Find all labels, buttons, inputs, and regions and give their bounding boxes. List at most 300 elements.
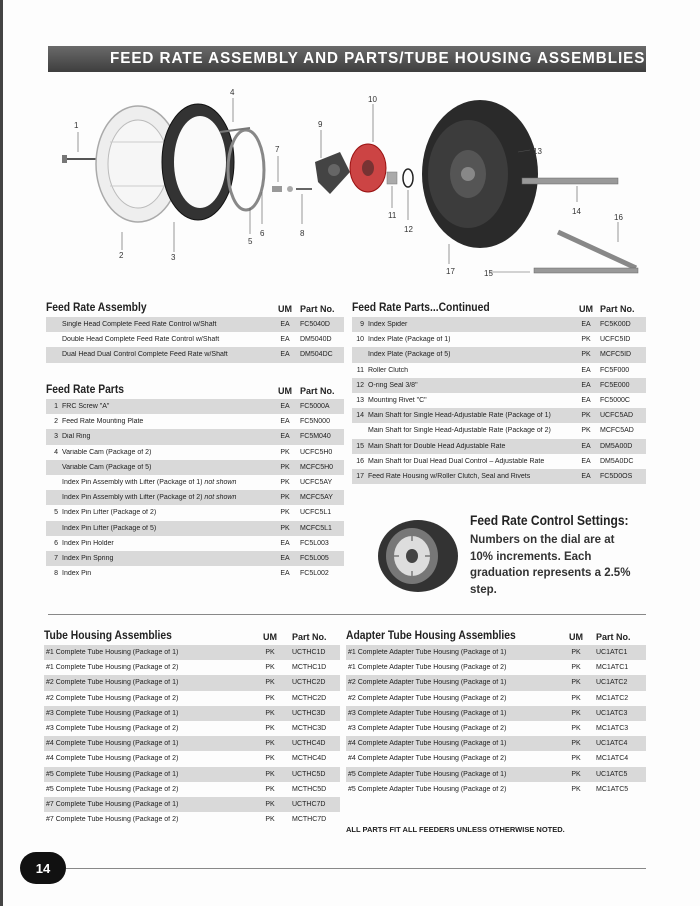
section-title: Tube Housing Assemblies: [44, 628, 172, 642]
row-description: [46, 433, 270, 440]
row-description: [46, 449, 270, 456]
table-row: [352, 347, 646, 362]
row-description: [352, 351, 572, 358]
table-row: [352, 332, 646, 347]
table-row: [46, 429, 344, 444]
row-um: PK: [280, 494, 290, 502]
part-no-header: Part No.: [596, 632, 631, 642]
bottom-rule: [66, 868, 646, 869]
table-row: [44, 797, 340, 812]
row-description-text: Double Head Complete Feed Rate Control w/Shaft: [62, 336, 220, 344]
row-description: [346, 755, 556, 762]
row-part-number: FC5L003: [300, 539, 329, 547]
row-description-text: #7 Complete Tube Housing (Package of 1): [46, 800, 179, 808]
section-title: Feed Rate Parts: [46, 382, 125, 396]
row-part-number: MCFC5ID: [600, 351, 632, 359]
table-row: [46, 317, 344, 332]
row-um: PK: [581, 427, 591, 435]
callout-7: 7: [275, 145, 280, 154]
row-description-text: Feed Rate Mounting Plate: [62, 418, 144, 426]
row-um: PK: [571, 770, 581, 778]
row-part-number: MCFC5L1: [300, 524, 332, 532]
row-part-number: DM504DC: [300, 351, 333, 359]
row-description: [46, 321, 270, 328]
row-description-text: Index Pin Assembly with Lifter (Package of 2): [62, 494, 203, 502]
row-part-number: FC5K00D: [600, 321, 631, 329]
table-row: [352, 393, 646, 408]
row-description: [46, 403, 270, 410]
row-part-number: MCTHC5D: [292, 785, 327, 793]
row-item-number: 8: [54, 570, 58, 578]
table-row: [352, 469, 646, 484]
row-description-text: Index Pin Lifter (Package of 5): [62, 524, 157, 532]
row-part-number: FC5M040: [300, 433, 331, 441]
um-header: UM: [569, 632, 583, 642]
row-description: [46, 479, 270, 486]
row-um: EA: [581, 442, 591, 450]
row-description-text: #3 Complete Tube Housing (Package of 2): [46, 725, 179, 733]
row-um: EA: [280, 321, 290, 329]
row-description-text: Main Shaft for Double Head Adjustable Rate: [368, 442, 506, 450]
row-description: [44, 725, 248, 732]
row-description: [352, 336, 572, 343]
row-um: EA: [581, 366, 591, 374]
row-um: PK: [571, 679, 581, 687]
row-part-number: UC1ATC4: [596, 740, 628, 748]
row-um: EA: [280, 433, 290, 441]
row-description-text: Variable Cam (Package of 5): [62, 463, 152, 471]
row-description: [46, 464, 270, 471]
row-um: PK: [571, 709, 581, 717]
row-part-number: MC1ATC4: [596, 755, 629, 763]
row-item-number: 10: [356, 336, 364, 344]
table-row: [44, 660, 340, 675]
row-description: [46, 418, 270, 425]
row-description: [44, 740, 248, 747]
row-description-text: #4 Complete Adapter Tube Housing (Package of 1): [348, 740, 507, 748]
row-item-number: 12: [356, 381, 364, 389]
row-um: PK: [571, 694, 581, 702]
row-description-text: Single Head Complete Feed Rate Control w/Shaft: [62, 321, 217, 329]
table-row: [346, 691, 646, 706]
table-row: [46, 475, 344, 490]
row-description: [346, 710, 556, 717]
row-description-text: FRC Screw "A": [62, 403, 110, 411]
row-part-number: MC1ATC1: [596, 664, 629, 672]
table-row: [46, 460, 344, 475]
row-description-text: #5 Complete Tube Housing (Package of 2): [46, 785, 179, 793]
table-row: [44, 645, 340, 660]
table-row: [46, 445, 344, 460]
page-edge: [0, 0, 3, 906]
row-description: [46, 555, 270, 562]
table-row: [44, 751, 340, 766]
table-row: [46, 551, 344, 566]
row-part-number: MC1ATC2: [596, 694, 629, 702]
row-description: [352, 458, 572, 465]
row-description: [46, 570, 270, 577]
row-part-number: MCFC5H0: [300, 463, 334, 471]
row-description-text: #4 Complete Tube Housing (Package of 1): [46, 740, 179, 748]
row-description: [46, 494, 270, 501]
table-row: [346, 782, 646, 797]
row-um: PK: [571, 649, 581, 657]
row-um: PK: [265, 649, 275, 657]
row-um: EA: [581, 457, 591, 465]
feed-rate-assembly-section: [46, 298, 344, 363]
row-part-number: FC5L002: [300, 570, 329, 578]
table-row: [46, 399, 344, 414]
row-description: [44, 786, 248, 793]
part-no-header: Part No.: [300, 386, 335, 396]
row-part-number: UCTHC7D: [292, 800, 326, 808]
table-row: [46, 536, 344, 551]
row-part-number: UCTHC4D: [292, 740, 326, 748]
banner-title: FEED RATE ASSEMBLY AND PARTS/TUBE HOUSING ASSEMBLIES: [110, 50, 646, 67]
table-row: [352, 439, 646, 454]
row-um: EA: [280, 351, 290, 359]
row-description-text: #7 Complete Tube Housing (Package of 2): [46, 816, 179, 824]
screw-part: [62, 155, 100, 163]
row-part-number: UC1ATC5: [596, 770, 628, 778]
row-description: [44, 710, 248, 717]
feed-rate-parts-continued-section: [352, 298, 646, 484]
feed-rate-housing-part: [422, 100, 538, 248]
section-title: Feed Rate Parts...Continued: [352, 300, 490, 314]
row-description: [352, 443, 572, 450]
row-um: PK: [581, 412, 591, 420]
row-description: [346, 725, 556, 732]
main-shaft-parts: [522, 178, 638, 273]
row-description-text: Index Pin Holder: [62, 539, 114, 547]
row-um: PK: [265, 800, 275, 808]
row-description-text: Feed Rate Housing w/Roller Clutch, Seal and Rivets: [368, 472, 531, 480]
row-description: [352, 412, 572, 419]
row-part-number: UCFC5ID: [600, 336, 631, 344]
table-row: [346, 645, 646, 660]
row-part-number: UCFC5AD: [600, 412, 634, 420]
row-description-text: #5 Complete Adapter Tube Housing (Package of 1): [348, 770, 507, 778]
row-description-text: Roller Clutch: [368, 366, 409, 374]
row-description: [44, 771, 248, 778]
row-um: PK: [571, 755, 581, 763]
table-row: [44, 706, 340, 721]
row-part-number: FC5040D: [300, 321, 330, 329]
table-row: [346, 706, 646, 721]
table-row: [44, 675, 340, 690]
row-part-number: FC5N000: [300, 418, 330, 426]
row-description: [46, 351, 270, 358]
row-description-text: #3 Complete Tube Housing (Package of 1): [46, 709, 179, 717]
row-part-number: UCTHC1D: [292, 649, 326, 657]
table-row: [44, 691, 340, 706]
um-header: UM: [263, 632, 277, 642]
row-um: PK: [581, 336, 591, 344]
feed-rate-dial-image: [368, 512, 464, 598]
row-item-number: 6: [54, 539, 58, 547]
table-row: [44, 782, 340, 797]
row-description-text: Dial Ring: [62, 433, 91, 441]
row-um: PK: [265, 709, 275, 717]
dial-ring-part: [162, 104, 234, 220]
callout-13: 13: [533, 147, 542, 156]
settings-title: Feed Rate Control Settings:: [470, 512, 629, 528]
table-row: [46, 414, 344, 429]
row-description-text: #3 Complete Adapter Tube Housing (Package of 2): [348, 725, 507, 733]
row-description: [346, 695, 556, 702]
feed-rate-settings-callout: [368, 512, 644, 598]
table-row: [346, 736, 646, 751]
row-description-text: Dual Head Dual Control Complete Feed Rate w/Shaft: [62, 351, 228, 359]
callout-8: 8: [300, 229, 305, 238]
table-row: [46, 505, 344, 520]
row-description-text: #2 Complete Tube Housing (Package of 2): [46, 694, 179, 702]
table-row: [352, 363, 646, 378]
row-description: [346, 740, 556, 747]
row-um: PK: [280, 524, 290, 532]
row-part-number: FC5L005: [300, 554, 329, 562]
row-part-number: MCFC5AY: [300, 494, 333, 502]
callout-17: 17: [446, 267, 455, 276]
table-row: [352, 317, 646, 332]
adapter-tube-housing-section: [346, 626, 646, 797]
table-row: [352, 378, 646, 393]
row-part-number: FC5000A: [300, 403, 330, 411]
row-description: [346, 649, 556, 656]
row-item-number: 2: [54, 418, 58, 426]
row-um: EA: [280, 418, 290, 426]
row-description: [352, 367, 572, 374]
row-description: [46, 525, 270, 532]
table-row: [346, 675, 646, 690]
row-part-number: MCTHC1D: [292, 664, 327, 672]
row-part-number: MC1ATC5: [596, 785, 629, 793]
row-description: [44, 801, 248, 808]
row-um: PK: [265, 785, 275, 793]
row-part-number: UCFC5L1: [300, 509, 332, 517]
um-header: UM: [278, 386, 292, 396]
row-description: [44, 695, 248, 702]
row-um: PK: [265, 740, 275, 748]
callout-11: 11: [388, 211, 397, 220]
row-um: PK: [280, 448, 290, 456]
row-description-text: Index Plate (Package of 5): [368, 351, 451, 359]
row-part-number: FC5E000: [600, 381, 630, 389]
row-description-text: Index Spider: [368, 321, 408, 329]
row-part-number: MCFC5AD: [600, 427, 634, 435]
row-part-number: MCTHC7D: [292, 816, 327, 824]
row-description: [352, 397, 572, 404]
tube-housing-section: [44, 626, 340, 827]
row-um: PK: [280, 479, 290, 487]
row-part-number: UCTHC3D: [292, 709, 326, 717]
row-um: PK: [265, 816, 275, 824]
row-um: PK: [265, 694, 275, 702]
callout-6: 6: [260, 229, 265, 238]
row-description: [346, 664, 556, 671]
row-um: PK: [280, 463, 290, 471]
table-row: [346, 660, 646, 675]
page-banner: [48, 46, 646, 72]
row-part-number: UC1ATC1: [596, 649, 628, 657]
row-description: [46, 540, 270, 547]
row-um: EA: [280, 336, 290, 344]
table-row: [46, 490, 344, 505]
row-description-text: #4 Complete Adapter Tube Housing (Package of 2): [348, 755, 507, 763]
row-part-number: UC1ATC2: [596, 679, 628, 687]
row-part-number: UCTHC5D: [292, 770, 326, 778]
row-item-number: 16: [356, 457, 364, 465]
row-part-number: MCTHC2D: [292, 694, 327, 702]
row-description: [44, 755, 248, 762]
row-description-text: #5 Complete Adapter Tube Housing (Package of 2): [348, 785, 507, 793]
section-title: Feed Rate Assembly: [46, 300, 147, 314]
row-description-text: Main Shaft for Single Head-Adjustable Rate (Package of 1): [368, 412, 551, 420]
row-item-number: 5: [54, 509, 58, 517]
callout-9: 9: [318, 120, 323, 129]
row-part-number: DM5A00D: [600, 442, 633, 450]
row-description-text: Main Shaft for Single Head-Adjustable Rate (Package of 2): [368, 427, 551, 435]
row-part-number: UCFC5H0: [300, 448, 333, 456]
index-pin-parts: [272, 186, 312, 192]
row-um: PK: [280, 509, 290, 517]
row-part-number: FC5000C: [600, 397, 630, 405]
row-description: [352, 321, 572, 328]
row-um: EA: [581, 381, 591, 389]
row-description-text: O-ring Seal 3/8": [368, 381, 418, 389]
row-description: [346, 786, 556, 793]
row-item-number: 1: [54, 403, 58, 411]
row-description-text: #4 Complete Tube Housing (Package of 2): [46, 755, 179, 763]
row-item-number: 14: [356, 412, 364, 420]
row-um: PK: [571, 740, 581, 748]
table-row: [46, 521, 344, 536]
callout-10: 10: [368, 95, 377, 104]
row-um: PK: [265, 725, 275, 733]
row-description-text: #2 Complete Adapter Tube Housing (Package of 1): [348, 679, 507, 687]
row-note: not shown: [204, 479, 237, 487]
section-title: Adapter Tube Housing Assemblies: [346, 628, 516, 642]
row-description: [44, 816, 248, 823]
row-description: [352, 473, 572, 480]
row-description: [46, 509, 270, 516]
table-row: [352, 423, 646, 438]
row-um: PK: [581, 351, 591, 359]
row-um: EA: [581, 321, 591, 329]
row-description: [352, 382, 572, 389]
callout-4: 4: [230, 88, 235, 97]
row-description-text: Variable Cam (Package of 2): [62, 448, 152, 456]
row-part-number: FC5D0OS: [600, 472, 633, 480]
row-part-number: UCTHC2D: [292, 679, 326, 687]
row-description-text: Index Pin Assembly with Lifter (Package of 1): [62, 479, 203, 487]
row-part-number: UC1ATC3: [596, 709, 628, 717]
row-um: EA: [581, 472, 591, 480]
row-um: PK: [265, 664, 275, 672]
table-row: [346, 767, 646, 782]
row-item-number: 7: [54, 554, 58, 562]
row-description: [46, 336, 270, 343]
callout-14: 14: [572, 207, 581, 216]
um-header: UM: [278, 304, 292, 314]
row-part-number: MC1ATC3: [596, 725, 629, 733]
row-description: [346, 771, 556, 778]
um-header: UM: [579, 304, 593, 314]
row-part-number: DM5A0DC: [600, 457, 634, 465]
row-part-number: FC5F000: [600, 366, 630, 374]
row-item-number: 13: [356, 397, 364, 405]
table-row: [352, 408, 646, 423]
callout-16: 16: [614, 213, 623, 222]
row-description: [346, 679, 556, 686]
row-item-number: 3: [54, 433, 58, 441]
table-row: [46, 332, 344, 347]
table-row: [346, 721, 646, 736]
row-description-text: Mounting Rivet "C": [368, 397, 427, 405]
row-description-text: #1 Complete Tube Housing (Package of 2): [46, 664, 179, 672]
table-row: [44, 812, 340, 827]
row-description-text: Index Pin Spring: [62, 554, 114, 562]
row-um: PK: [571, 785, 581, 793]
callout-15: 15: [484, 269, 493, 278]
row-description: [352, 427, 572, 434]
row-description-text: #1 Complete Tube Housing (Package of 1): [46, 649, 179, 657]
page-number: 14: [20, 852, 66, 884]
row-um: EA: [581, 397, 591, 405]
o-ring-part: [387, 169, 413, 187]
table-row: [44, 721, 340, 736]
callout-12: 12: [404, 225, 413, 234]
row-description-text: Main Shaft for Dual Head Dual Control – Adjustable Rate: [368, 457, 545, 465]
callout-1: 1: [74, 121, 79, 130]
row-description: [44, 679, 248, 686]
row-description: [44, 649, 248, 656]
row-item-number: 4: [54, 448, 58, 456]
feed-rate-parts-section: [46, 380, 344, 581]
table-row: [346, 751, 646, 766]
row-um: EA: [280, 554, 290, 562]
footnote: ALL PARTS FIT ALL FEEDERS UNLESS OTHERWISE NOTED.: [346, 825, 565, 834]
row-description: [44, 664, 248, 671]
row-item-number: 9: [360, 321, 364, 329]
part-no-header: Part No.: [300, 304, 335, 314]
table-row: [44, 736, 340, 751]
row-um: EA: [280, 539, 290, 547]
index-spider-part: [315, 152, 350, 194]
callout-5: 5: [248, 237, 253, 246]
row-part-number: MCTHC3D: [292, 725, 327, 733]
row-description-text: #3 Complete Adapter Tube Housing (Package of 1): [348, 709, 507, 717]
row-description-text: #1 Complete Adapter Tube Housing (Package of 2): [348, 664, 507, 672]
exploded-parts-diagram: [50, 82, 646, 292]
table-row: [352, 454, 646, 469]
section-divider: [48, 614, 646, 615]
row-item-number: 17: [356, 472, 364, 480]
table-row: [46, 566, 344, 581]
row-um: PK: [265, 679, 275, 687]
row-part-number: UCFC5AY: [300, 479, 333, 487]
callout-3: 3: [171, 253, 176, 262]
row-description-text: #2 Complete Tube Housing (Package of 1): [46, 679, 179, 687]
row-um: PK: [265, 755, 275, 763]
row-item-number: 11: [356, 366, 364, 374]
row-um: EA: [280, 403, 290, 411]
row-um: EA: [280, 570, 290, 578]
callout-2: 2: [119, 251, 124, 260]
row-description-text: #5 Complete Tube Housing (Package of 1): [46, 770, 179, 778]
row-note: not shown: [204, 494, 237, 502]
row-item-number: 15: [356, 442, 364, 450]
